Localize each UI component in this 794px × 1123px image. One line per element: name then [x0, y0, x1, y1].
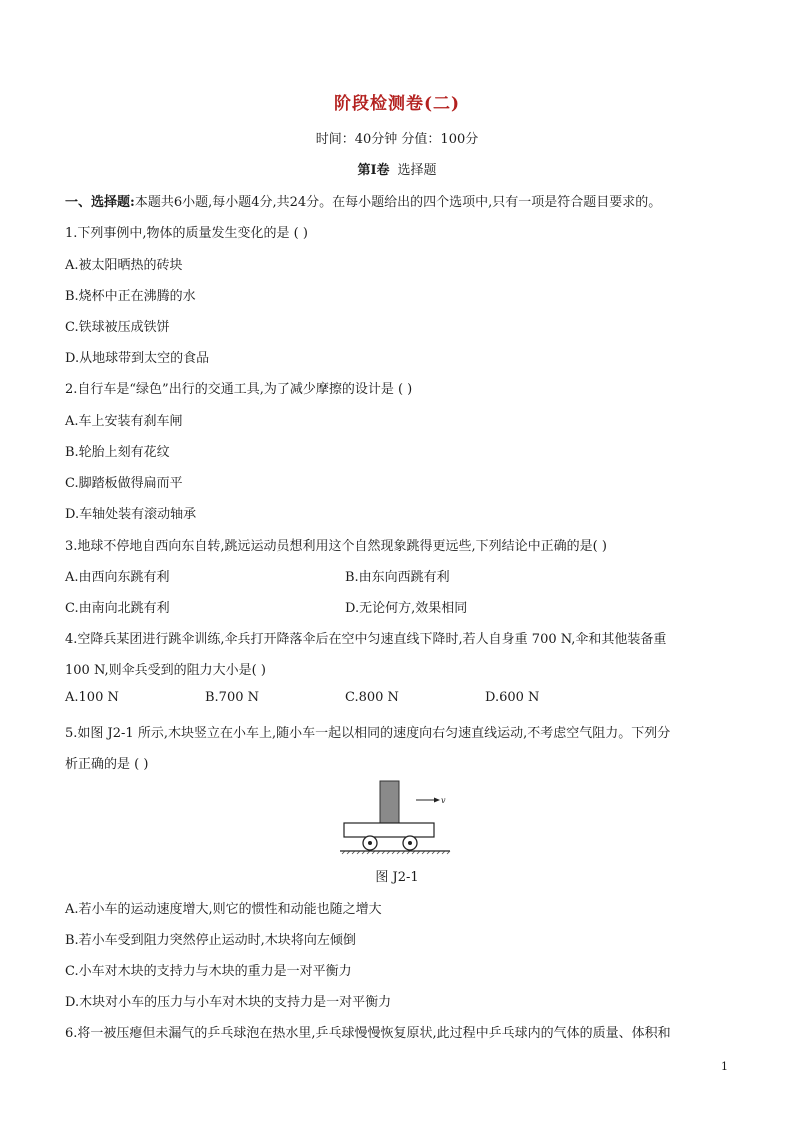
q6-stem-line1: 6.将一被压瘪但未漏气的乒乓球泡在热水里,乒乓球慢慢恢复原状,此过程中乒乓球内的气体的质量、体积和	[65, 1026, 671, 1041]
q3-option-a: A.由西向东跳有利	[65, 570, 170, 585]
q4-option-b: B.700 N	[205, 690, 260, 705]
exam-time-score: 时间：40分钟 分值：100分	[315, 132, 479, 147]
q4-stem-line1: 4.空降兵某团进行跳伞训练,伞兵打开降落伞后在空中匀速直线下降时,若人自身重 700 N,伞和其他装备重	[65, 632, 667, 647]
page-number: 1	[721, 1060, 728, 1073]
wheel-axle-left	[368, 841, 372, 845]
q1-option-a: A.被太阳晒热的砖块	[65, 258, 183, 273]
q4-option-a: A.100 N	[65, 690, 119, 705]
q2-option-b: B.轮胎上刻有花纹	[65, 445, 170, 460]
figure-caption: 图 J2-1	[375, 870, 419, 885]
cart-block-figure	[336, 778, 456, 858]
wooden-block	[380, 781, 399, 823]
arrow-head-icon	[434, 798, 440, 803]
q3-stem: 3.地球不停地自西向东自转,跳远运动员想利用这个自然现象跳得更远些,下列结论中正确的是( )	[65, 539, 607, 554]
q1-option-b: B.烧杯中正在沸腾的水	[65, 289, 196, 304]
velocity-label: v	[441, 796, 446, 805]
instruction-text: 本题共6小题,每小题4分,共24分。在每小题给出的四个选项中,只有一项是符合题目要求的。	[134, 195, 662, 210]
cart-body	[344, 823, 434, 837]
q4-option-d: D.600 N	[485, 690, 540, 705]
q5-option-b: B.若小车受到阻力突然停止运动时,木块将向左倾倒	[65, 933, 356, 948]
q3-option-b: B.由东向西跳有利	[345, 570, 450, 585]
q5-stem-line2: 析正确的是 ( )	[65, 757, 149, 772]
q3-option-c: C.由南向北跳有利	[65, 601, 170, 616]
q2-option-d: D.车轴处装有滚动轴承	[65, 507, 197, 522]
q1-option-c: C.铁球被压成铁饼	[65, 320, 170, 335]
q5-option-d: D.木块对小车的压力与小车对木块的支持力是一对平衡力	[65, 995, 392, 1010]
q5-option-c: C.小车对木块的支持力与木块的重力是一对平衡力	[65, 964, 352, 979]
section-name: 选择题	[397, 163, 437, 178]
q1-option-d: D.从地球带到太空的食品	[65, 351, 210, 366]
wheel-axle-right	[408, 841, 412, 845]
section-number: 第Ⅰ卷	[357, 163, 390, 178]
q2-option-c: C.脚踏板做得扁而平	[65, 476, 183, 491]
q5-option-a: A.若小车的运动速度增大,则它的惯性和动能也随之增大	[65, 902, 382, 917]
q1-stem: 1.下列事例中,物体的质量发生变化的是 ( )	[65, 226, 308, 241]
q2-option-a: A.车上安装有刹车闸	[65, 414, 183, 429]
instruction-label: 一、选择题:	[65, 195, 135, 210]
q4-option-c: C.800 N	[345, 690, 399, 705]
instruction	[65, 191, 661, 210]
q3-option-d: D.无论何方,效果相同	[345, 601, 468, 616]
q4-stem-line2: 100 N,则伞兵受到的阻力大小是( )	[65, 663, 266, 678]
q5-stem-line1: 5.如图 J2-1 所示,木块竖立在小车上,随小车一起以相同的速度向右匀速直线运动,不考虑空气阻力。下列分	[65, 726, 671, 741]
q2-stem: 2.自行车是“绿色”出行的交通工具,为了减少摩擦的设计是 ( )	[65, 382, 413, 397]
section-heading	[0, 159, 794, 178]
page-title: 阶段检测卷(二)	[333, 94, 461, 114]
